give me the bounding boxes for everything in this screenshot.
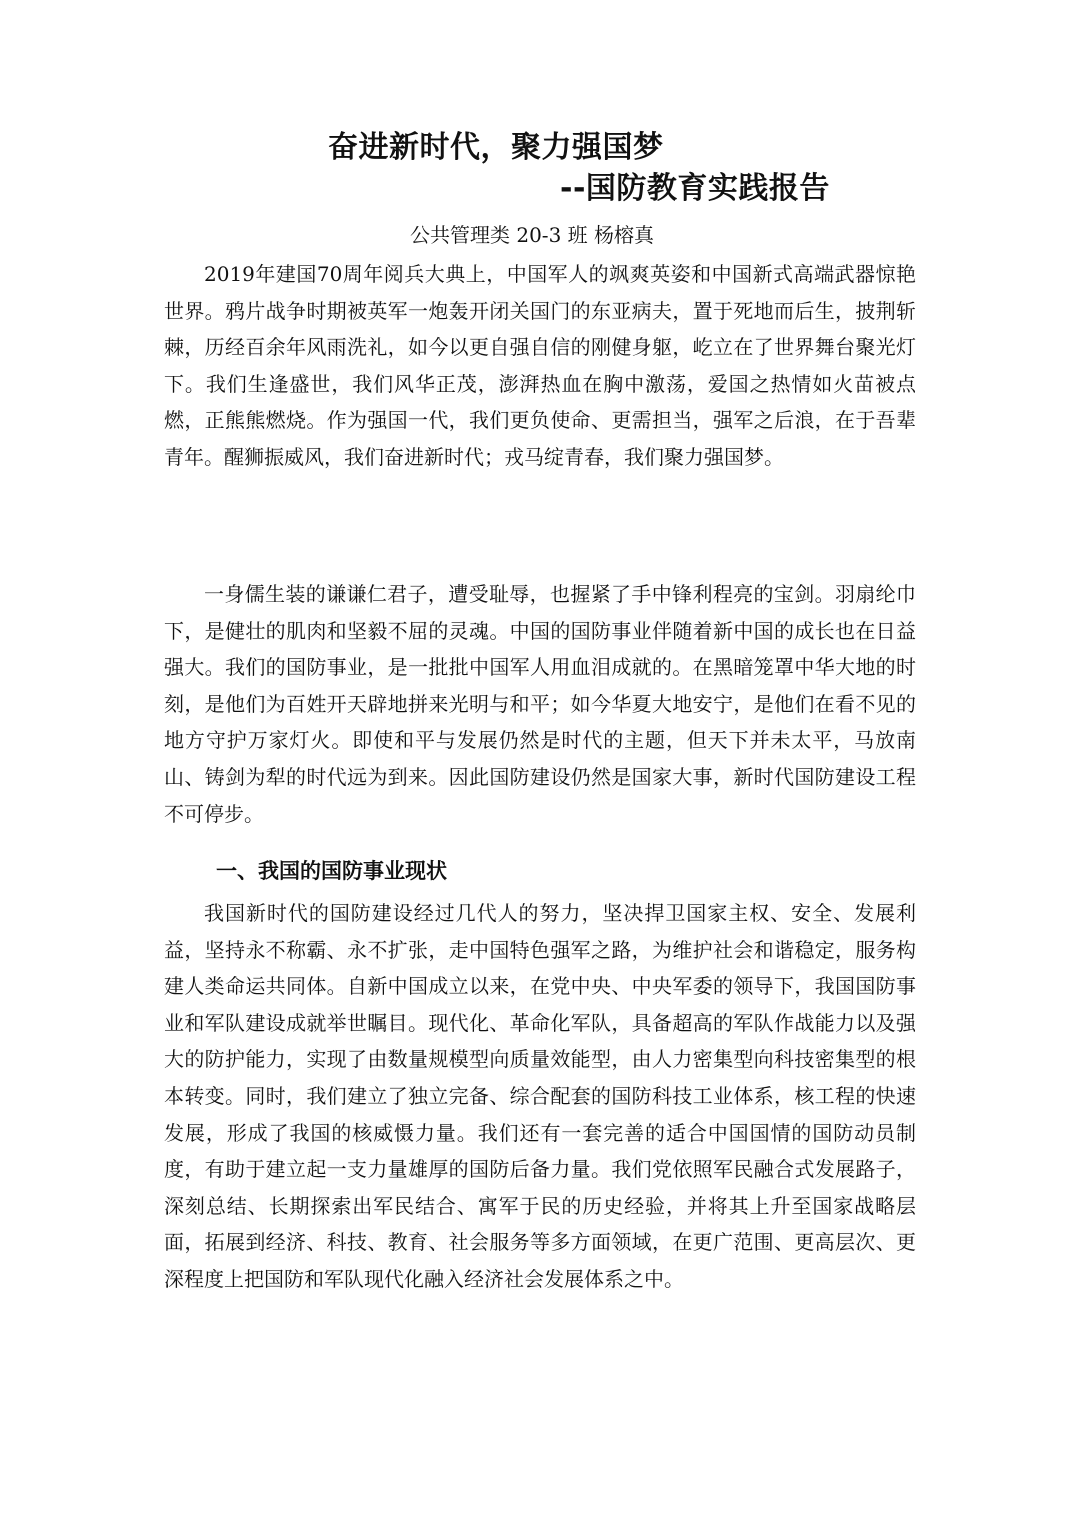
paragraph: 一身儒生装的谦谦仁君子，遭受耻辱，也握紧了手中锋利程亮的宝剑。羽扇纶巾下，是健壮的肌肉和坚毅不屈的灵魂。中国的国防事业伴随着新中国的成长也在日益强大。我们的国防事业，是一批批中国军人用血泪成就的。在黑暗笼罩中华大地的时刻，是他们为百姓开天辟地拼来光明与和平；如今华夏大地安宁，是他们在看不见的地方守护万家灯火。即使和平与发展仍然是时代的主题，但天下并未太平，马放南山、铸剑为犁的时代远为到来。因此国防建设仍然是国家大事，新时代国防建设工程不可停步。 [164, 582, 916, 826]
paragraph: 2019年建国70周年阅兵大典上，中国军人的飒爽英姿和中国新式高端武器惊艳世界。鸦片战争时期被英军一炮轰开闭关国门的东亚病夫，置于死地而后生，披荆斩棘，历经百余年风雨洗礼，如今以更自强自信的刚健身躯，屹立在了世界舞台聚光灯下。我们生逢盛世，我们风华正茂，澎湃热血在胸中激荡，爱国之热情如火苗被点燃，正熊熊燃烧。作为强国一代，我们更负使命、更需担当，强军之后浪，在于吾辈青年。醒狮振威风，我们奋进新时代；戎马绽青春，我们聚力强国梦。 [164, 262, 916, 469]
paragraph-block-section1 [164, 895, 916, 1298]
section-heading: 一、我国的国防事业现状 [216, 859, 447, 883]
document-subtitle: --国防教育实践报告 [560, 171, 830, 206]
paragraph-block-intro [164, 256, 916, 476]
paragraph-block-second [164, 576, 916, 832]
document-title: 奋进新时代，聚力强国梦 [328, 130, 664, 165]
author-line: 公共管理类 20-3 班 杨榕真 [410, 223, 655, 247]
paragraph: 我国新时代的国防建设经过几代人的努力，坚决捍卫国家主权、安全、发展利益，坚持永不称霸、永不扩张，走中国特色强军之路，为维护社会和谐稳定，服务构建人类命运共同体。自新中国成立以来，在党中央、中央军委的领导下，我国国防事业和军队建设成就举世瞩目。现代化、革命化军队，具备超高的军队作战能力以及强大的防护能力，实现了由数量规模型向质量效能型，由人力密集型向科技密集型的根本转变。同时，我们建立了独立完备、综合配套的国防科技工业体系，核工程的快速发展，形成了我国的核威慑力量。我们还有一套完善的适合中国国情的国防动员制度，有助于建立起一支力量雄厚的国防后备力量。我们党依照军民融合式发展路子，深刻总结、长期探索出军民结合、寓军于民的历史经验，并将其上升至国家战略层面，拓展到经济、科技、教育、社会服务等多方面领域，在更广范围、更高层次、更深程度上把国防和军队现代化融入经济社会发展体系之中。 [164, 901, 916, 1291]
